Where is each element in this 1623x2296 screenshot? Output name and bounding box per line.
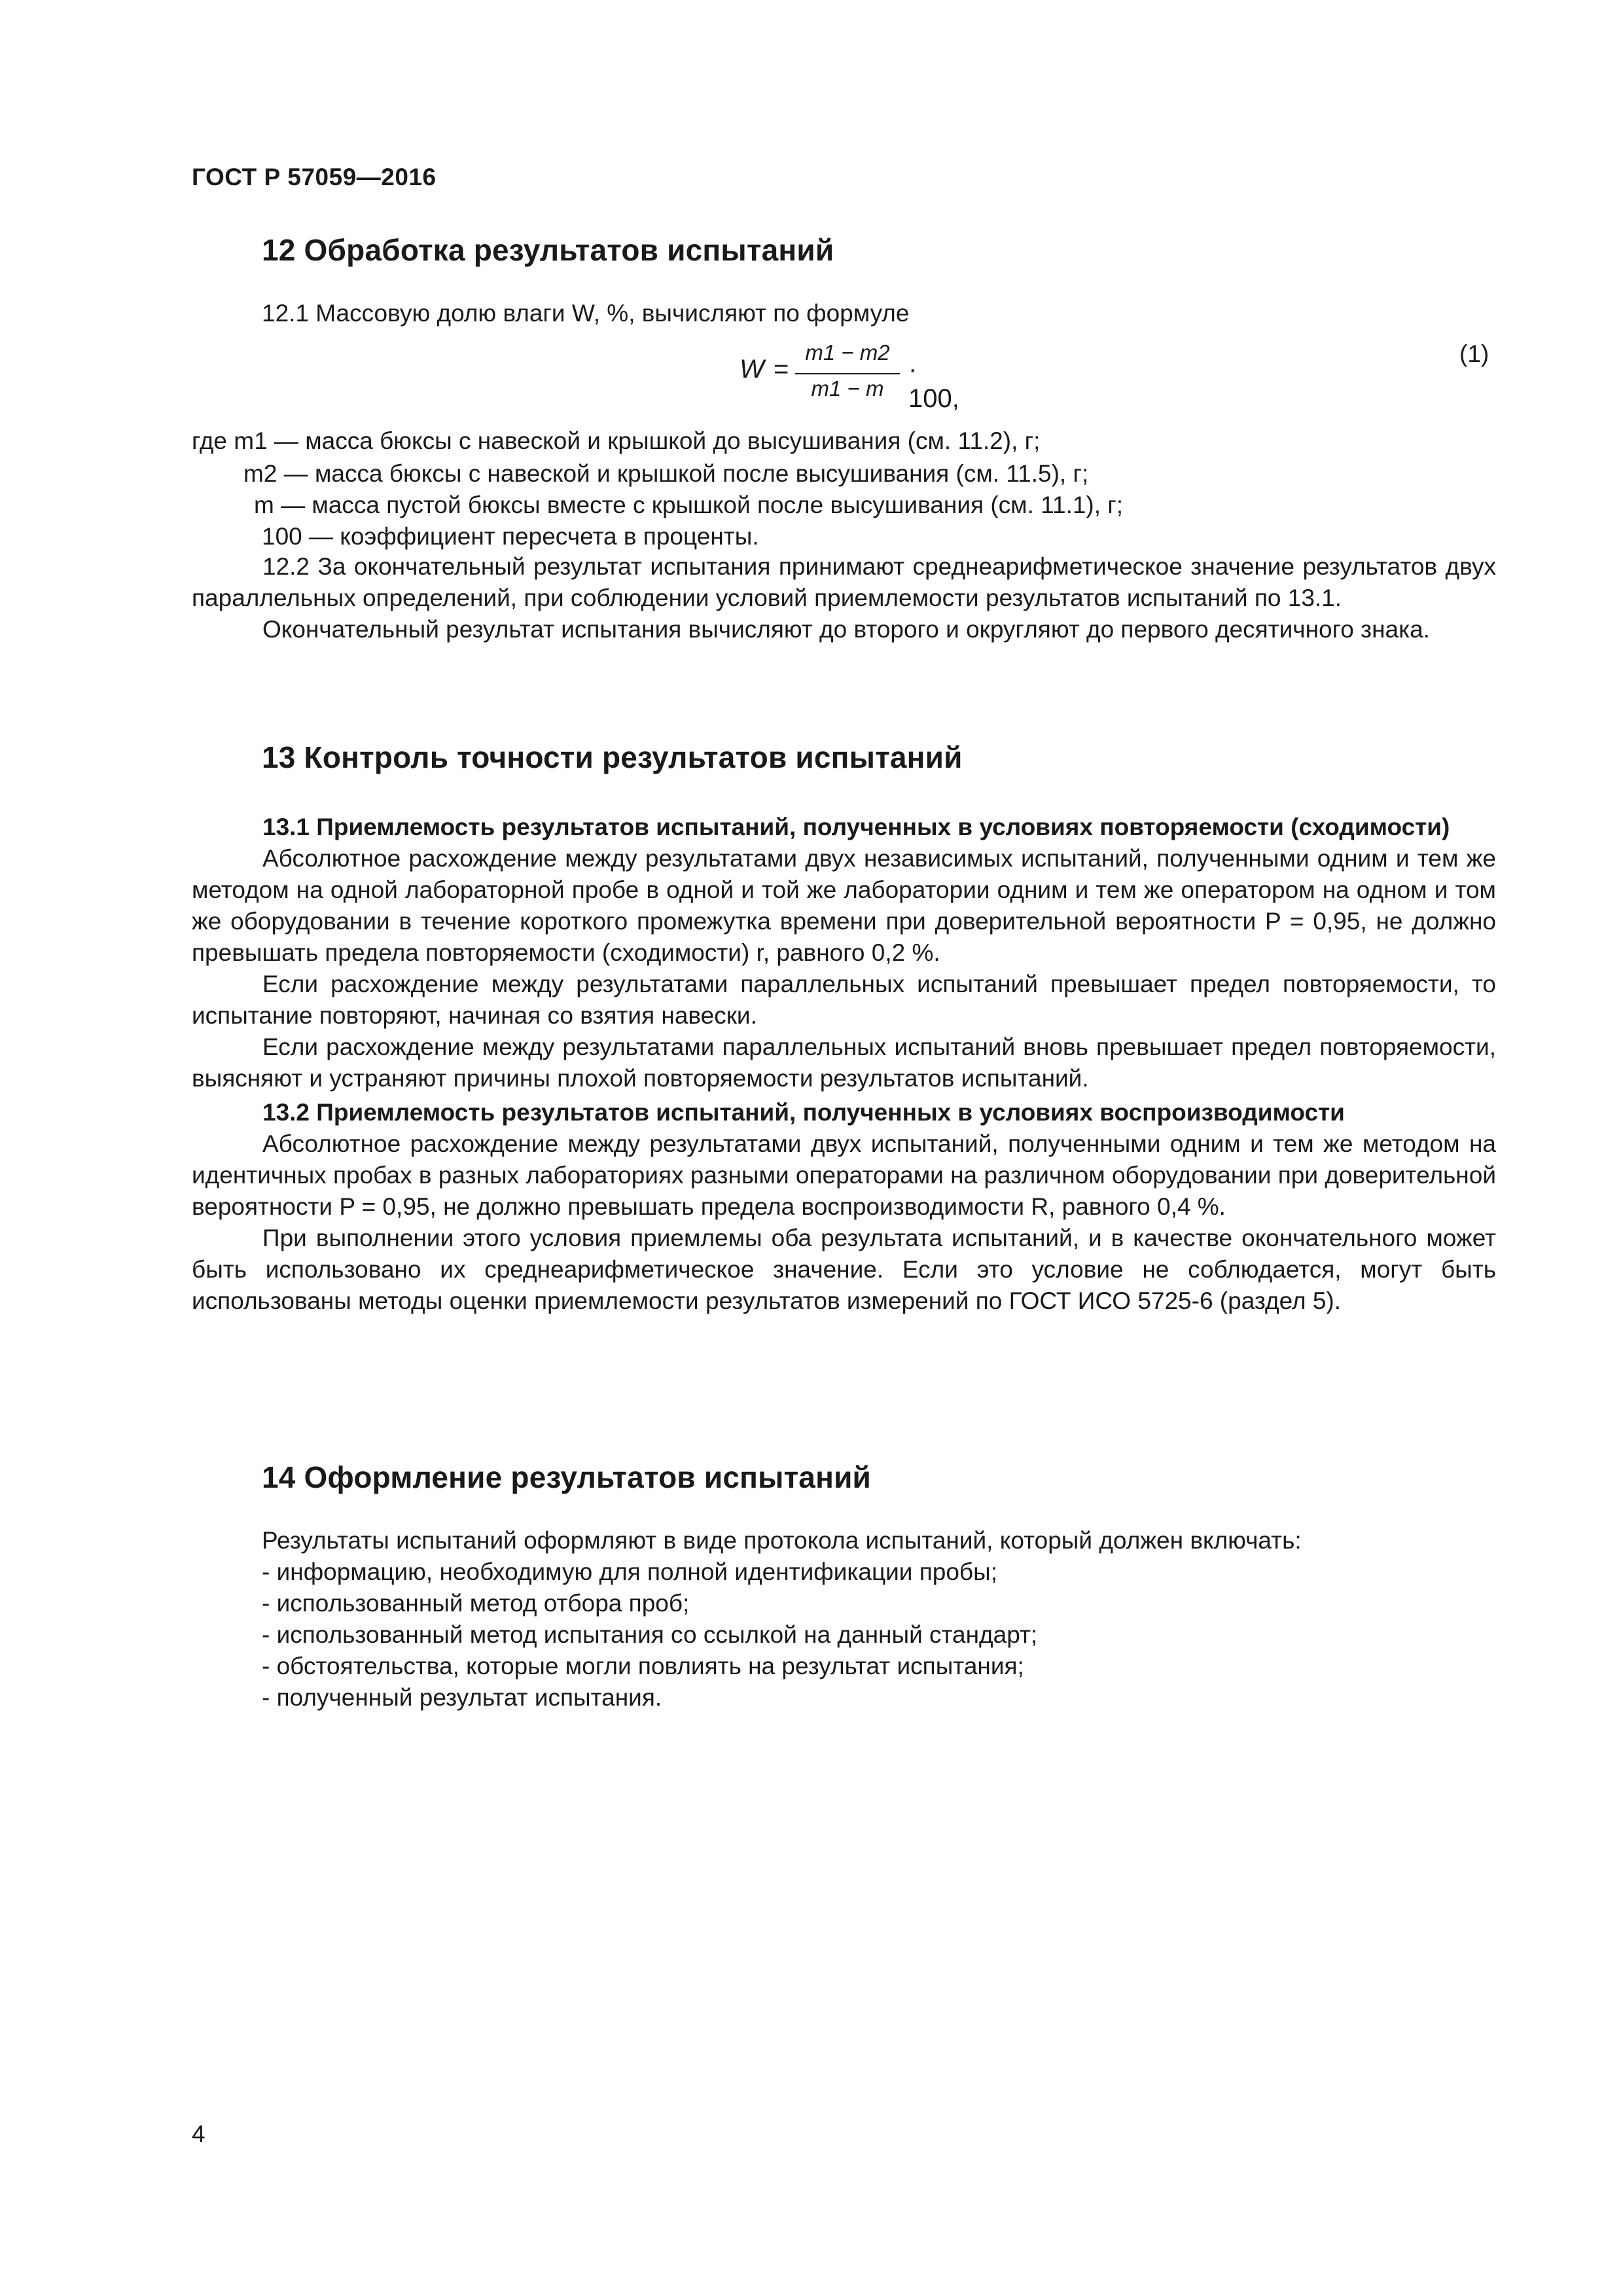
paragraph-12-2-rounding: Окончательный результат испытания вычисляют до второго и округляют до первого десятичного знака. — [262, 616, 1430, 643]
document-code-header: ГОСТ Р 57059—2016 — [192, 164, 437, 190]
section-12-body — [192, 551, 1496, 645]
section-12-1-intro: 12.1 Массовую долю влаги W, %, вычисляют по формуле — [262, 300, 910, 327]
formula-lhs: W — [740, 355, 764, 384]
paragraph-13-2-b: При выполнении этого условия приемлемы оба результата испытаний, и в качестве окончательного может быть использовано их среднеарифметическое значение. Если это условие не соблюдается, могут быть использованы методы оценки приемлемости результатов измерений по ГОСТ ИСО 5725-6 (раздел 5). — [192, 1225, 1496, 1314]
paragraph-13-1-a: Абсолютное расхождение между результатами двух независимых испытаний, полученными одним и тем же методом на одной лабораторной пробе в одной и той же лаборатории одним и тем же оператором на одном и том же оборудовании в течение короткого промежутка времени при доверительной вероятности P = 0,95, не должно превышать предела повторяемости (сходимости) r, равного 0,2 %. — [192, 845, 1496, 966]
subsection-13-1-title: 13.1 Приемлемость результатов испытаний, полученных в условиях повторяемости (сходимости) — [262, 814, 1450, 840]
formula-denominator: m1 − m — [811, 376, 884, 401]
formula-numerator: m1 − m2 — [805, 340, 890, 365]
section-14-body — [262, 1525, 1496, 1713]
list-item: - обстоятельства, которые могли повлиять на результат испытания; — [262, 1653, 1024, 1679]
paragraph-13-2-a: Абсолютное расхождение между результатами двух испытаний, полученными одним и тем же методом на идентичных пробах в разных лабораториях разными операторами на различном оборудовании при доверительной вероятности P = 0,95, не должно превышать предела воспроизводимости R, равного 0,4 %. — [192, 1130, 1496, 1220]
list-item: - информацию, необходимую для полной идентификации пробы; — [262, 1558, 998, 1585]
section-12-title: 12 Обработка результатов испытаний — [262, 233, 834, 267]
section-14-intro: Результаты испытаний оформляют в виде протокола испытаний, который должен включать: — [262, 1527, 1302, 1554]
formula-rhs: · 100, — [908, 355, 959, 413]
page-number: 4 — [192, 2121, 205, 2147]
fraction-bar — [795, 373, 900, 374]
list-item: - полученный результат испытания. — [262, 1684, 662, 1711]
where-line-1: где m1 — масса бюксы с навеской и крышкой до высушивания (см. 11.2), г; — [192, 427, 1041, 454]
subsection-13-2-title: 13.2 Приемлемость результатов испытаний, полученных в условиях воспроизводимости — [262, 1099, 1345, 1126]
where-line-2: m2 — масса бюксы с навеской и крышкой после высушивания (см. 11.5), г; — [243, 460, 1089, 487]
where-line-4: 100 — коэффициент пересчета в проценты. — [262, 523, 759, 550]
formula-number: (1) — [1459, 340, 1489, 367]
section-13-body — [192, 812, 1496, 1317]
formula-equals: = — [774, 355, 789, 384]
paragraph-13-1-c: Если расхождение между результатами параллельных испытаний вновь превышает предел повторяемости, выясняют и устраняют причины плохой повторяемости результатов испытаний. — [192, 1033, 1496, 1092]
where-line-3: m — масса пустой бюксы вместе с крышкой после высушивания (см. 11.1), г; — [254, 492, 1124, 518]
paragraph-12-2: 12.2 За окончательный результат испытания принимают среднеарифметическое значение результатов двух параллельных определений, при соблюдении условий приемлемости результатов испытаний по 13.1. — [192, 553, 1496, 611]
list-item: - использованный метод отбора проб; — [262, 1590, 690, 1617]
paragraph-13-1-b: Если расхождение между результатами параллельных испытаний превышает предел повторяемости, то испытание повторяют, начиная со взятия навески. — [192, 971, 1496, 1029]
section-13-title: 13 Контроль точности результатов испытаний — [262, 740, 963, 774]
protocol-items-list — [262, 1556, 1496, 1713]
section-14-title: 14 Оформление результатов испытаний — [262, 1460, 872, 1494]
list-item: - использованный метод испытания со ссылкой на данный стандарт; — [262, 1621, 1038, 1648]
